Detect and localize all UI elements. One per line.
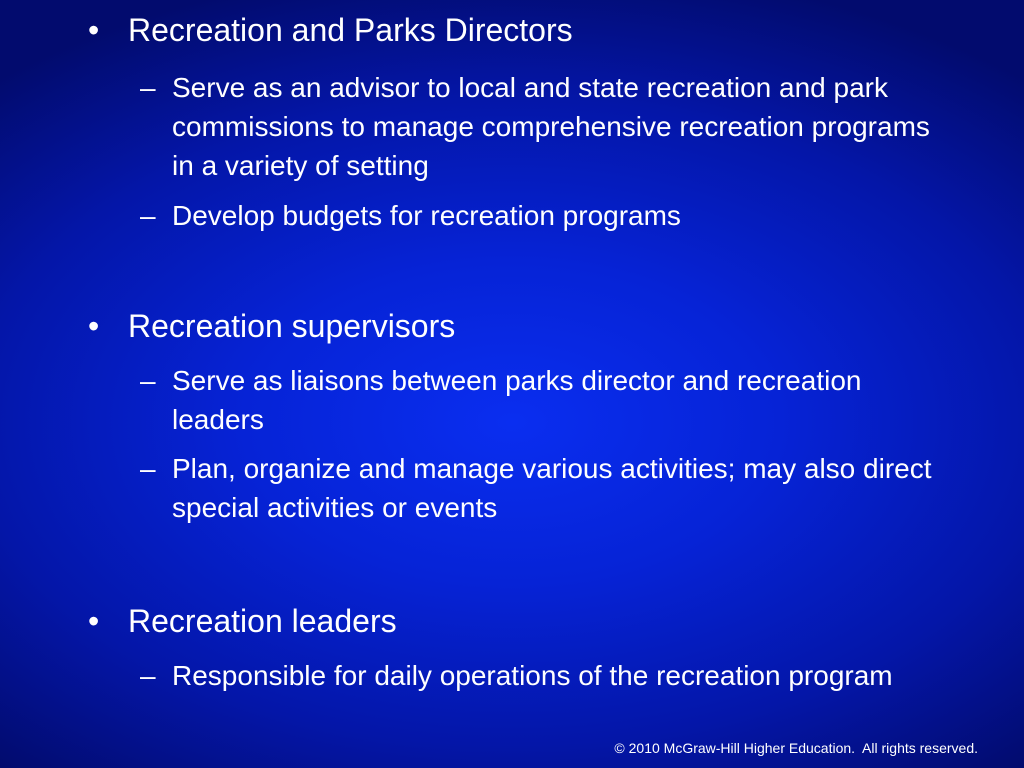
dash-marker: –	[140, 200, 156, 231]
sub-bullet	[88, 196, 952, 235]
bullet-item-supervisors	[88, 308, 988, 527]
bullet-heading-row	[88, 12, 988, 48]
sub-bullet	[88, 68, 952, 185]
sub-bullet-text: Serve as liaisons between parks director and recreation leaders	[172, 365, 862, 435]
bullet-heading: Recreation supervisors	[128, 308, 456, 344]
copyright-footer: © 2010 McGraw-Hill Higher Education. All rights reserved.	[614, 740, 978, 756]
bullet-marker: •	[88, 308, 100, 344]
bullet-item-leaders	[88, 603, 988, 695]
sub-bullet-text: Responsible for daily operations of the recreation program	[172, 660, 893, 691]
sub-bullet-text: Develop budgets for recreation programs	[172, 200, 681, 231]
sub-bullet-text: Serve as an advisor to local and state recreation and park commissions to manage comprehensive recreation programs in a variety of setting	[172, 72, 930, 181]
bullet-heading: Recreation and Parks Directors	[128, 12, 573, 48]
dash-marker: –	[140, 660, 156, 691]
bullet-heading-row	[88, 603, 988, 639]
sub-bullet	[88, 361, 952, 439]
bullet-marker: •	[88, 12, 100, 48]
bullet-marker: •	[88, 603, 100, 639]
dash-marker: –	[140, 453, 156, 484]
dash-marker: –	[140, 72, 156, 103]
sub-bullet	[88, 449, 952, 527]
bullet-heading-row	[88, 308, 988, 344]
bullet-item-directors	[88, 12, 988, 235]
sub-bullet-text: Plan, organize and manage various activities; may also direct special activities or events	[172, 453, 932, 523]
dash-marker: –	[140, 365, 156, 396]
bullet-heading: Recreation leaders	[128, 603, 397, 639]
sub-bullet	[88, 656, 952, 695]
